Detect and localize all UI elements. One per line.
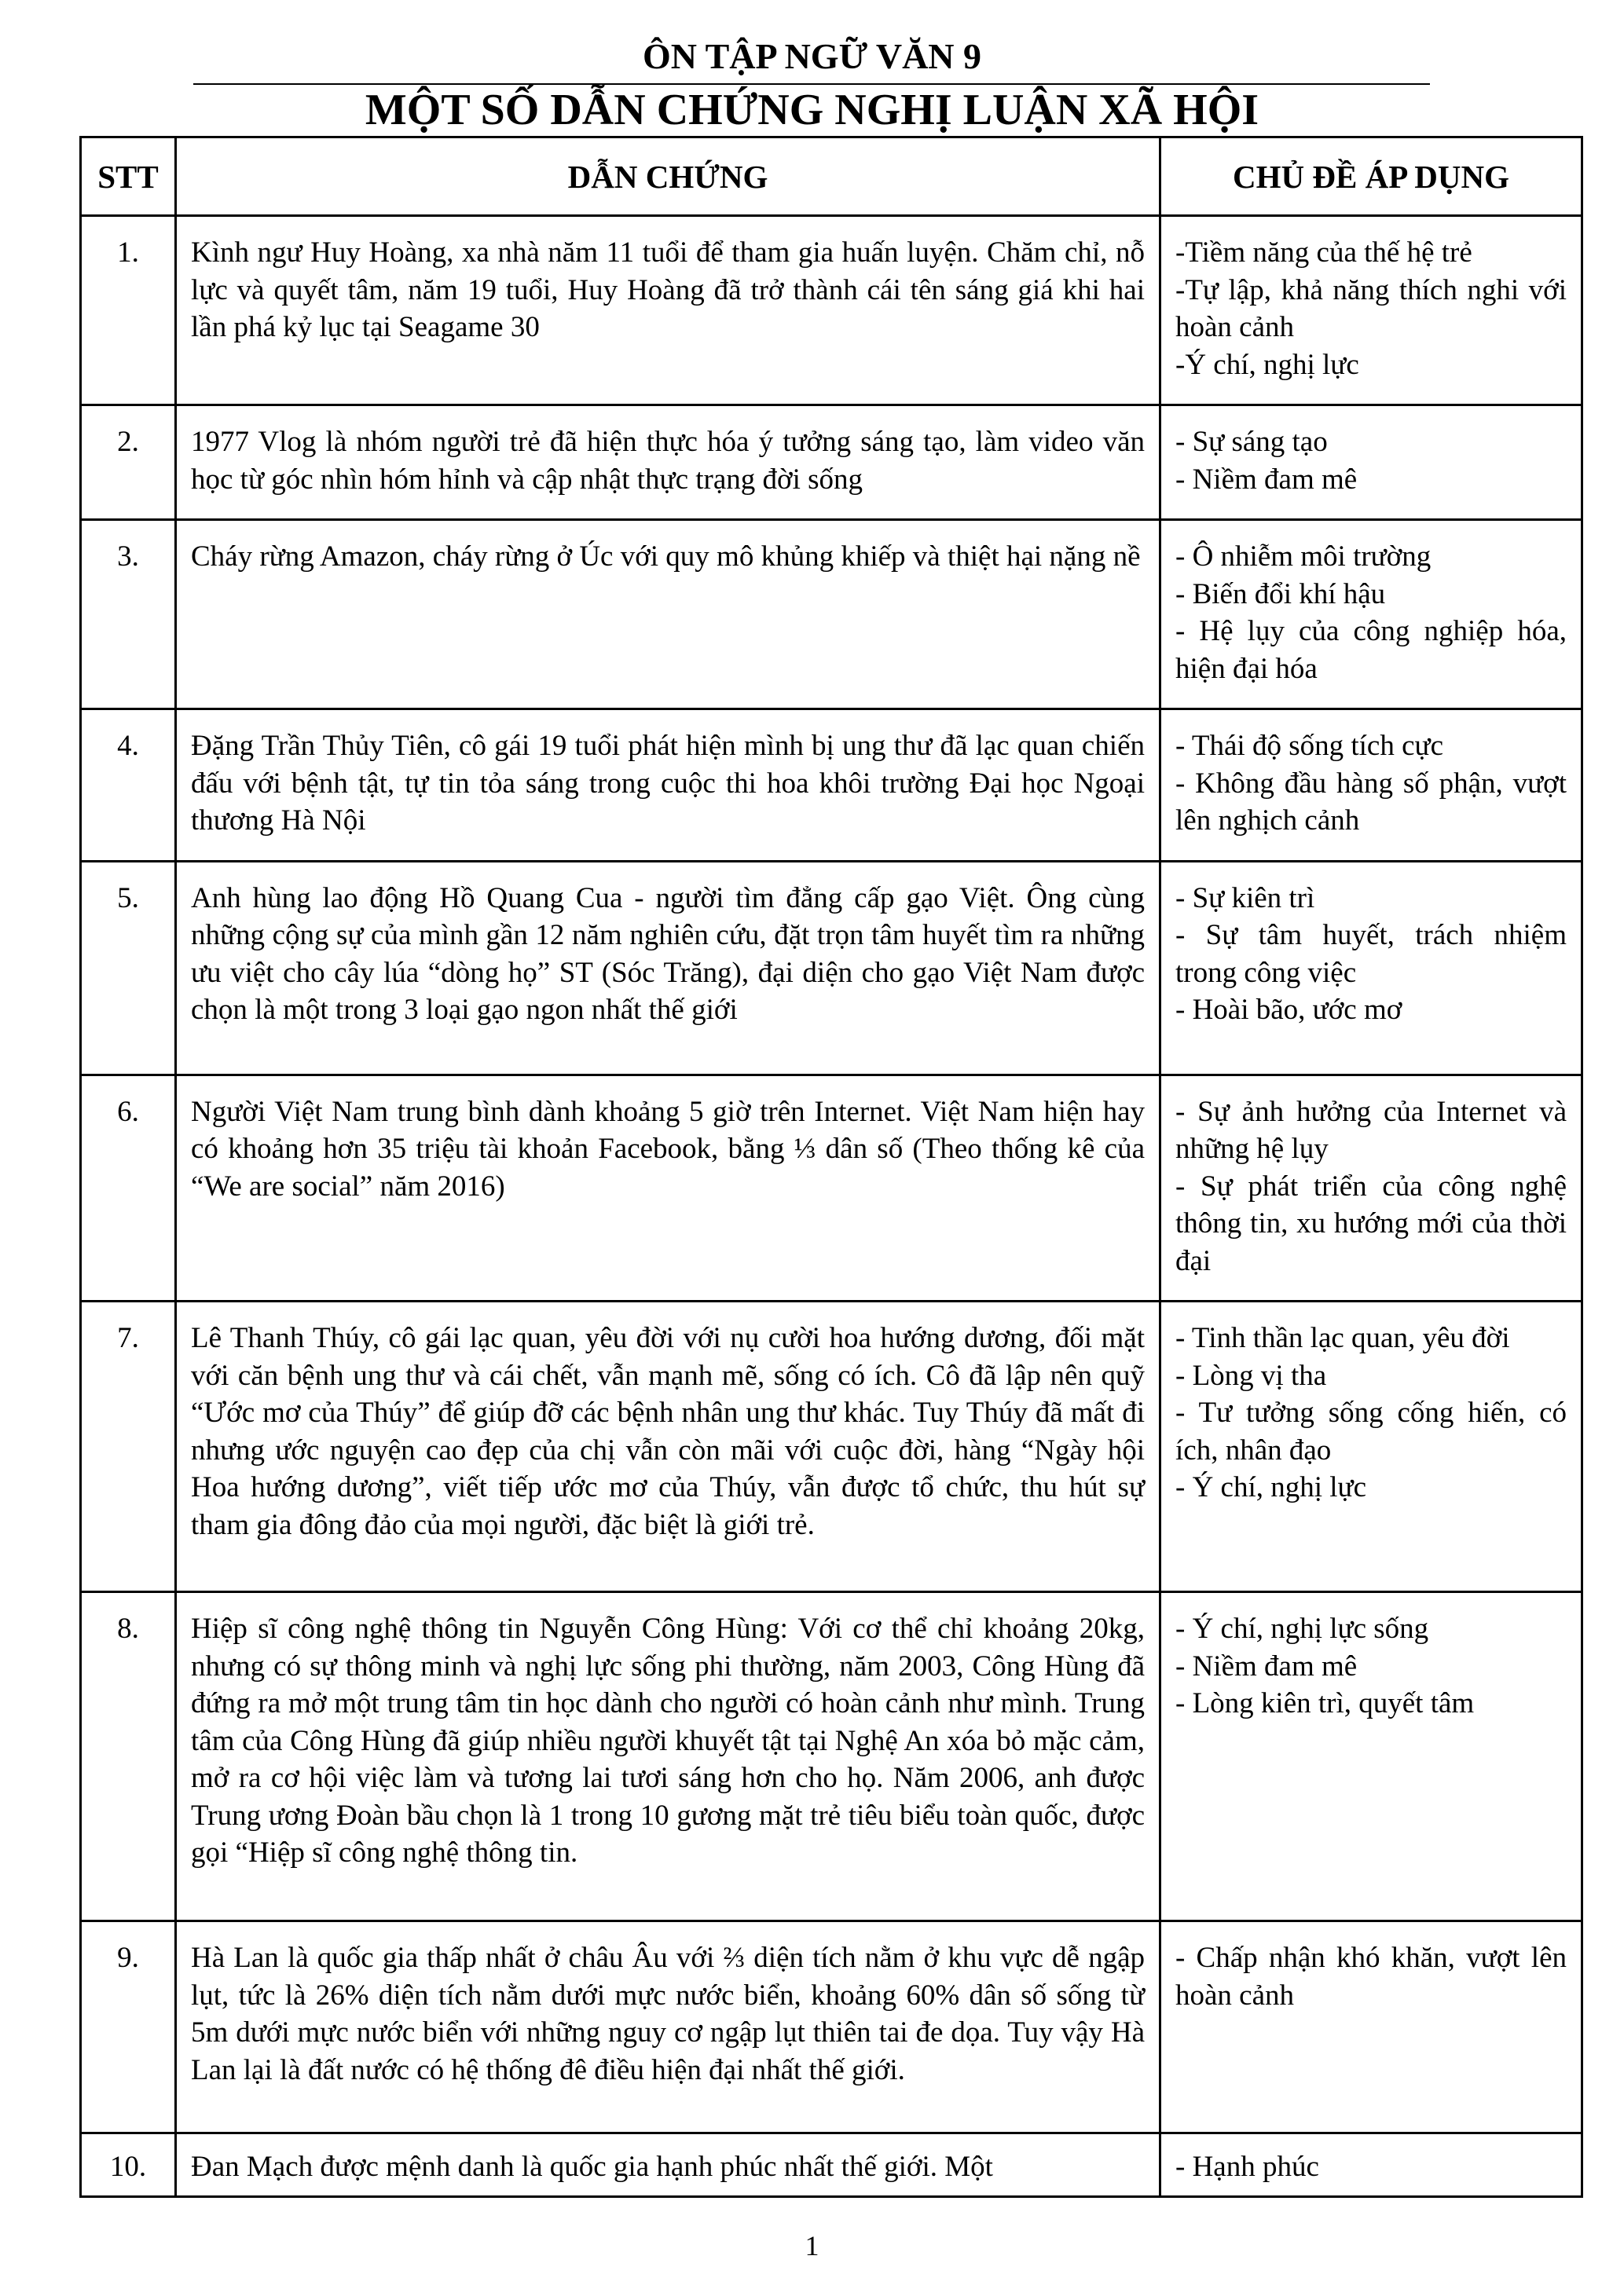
topic-item: - Sự phát triển của công nghệ thông tin, xu hướng mới của thời đại [1175, 1170, 1567, 1277]
topic-item: - Lòng kiên trì, quyết tâm [1175, 1687, 1475, 1719]
column-header-evidence: DẪN CHỨNG [176, 137, 1160, 216]
topic-item: - Sự tâm huyết, trách nhiệm trong công việc [1175, 919, 1567, 989]
topic-cell [1160, 709, 1582, 862]
table-row [81, 1302, 1582, 1592]
evidence-cell: Lê Thanh Thúy, cô gái lạc quan, yêu đời với nụ cười hoa hướng dương, đối mặt với căn bệnh ung thư và cái chết, vẫn mạnh mẽ, sống có ích. Cô đã lập nên quỹ “Ước mơ của Thúy” để giúp đỡ các bệnh nhân ung thư khác. Tuy Thúy đã mất đi nhưng ước nguyện cao đẹp của chị vẫn còn mãi với cuộc đời, hàng “Ngày hội Hoa hướng dương”, viết tiếp ước mơ của Thúy, vẫn được tổ chức, thu hút sự tham gia đông đảo của mọi người, đặc biệt là giới trẻ. [176, 1302, 1160, 1592]
topic-item: - Hoài bão, ước mơ [1175, 994, 1402, 1026]
evidence-table [79, 136, 1583, 2198]
evidence-cell: Hà Lan là quốc gia thấp nhất ở châu Âu với ⅔ diện tích nằm ở khu vực dễ ngập lụt, tức là 26% diện tích nằm dưới mực nước biển, khoảng 60% dân số sống từ 5m dưới mực nước biển với những nguy cơ ngập lụt thiên tai đe dọa. Tuy vậy Hà Lan lại là đất nước có hệ thống đê điều hiện đại nhất thế giới. [176, 1921, 1160, 2133]
document-subtitle: MỘT SỐ DẪN CHỨNG NGHỊ LUẬN XÃ HỘI [365, 86, 1259, 134]
row-number: 4. [81, 709, 176, 862]
row-number: 2. [81, 405, 176, 520]
table-row [81, 216, 1582, 405]
table-row [81, 520, 1582, 709]
document-title: ÔN TẬP NGỮ VĂN 9 [642, 36, 982, 76]
column-header-stt: STT [81, 137, 176, 216]
table-row [81, 1592, 1582, 1921]
topic-item: - Lòng vị tha [1175, 1359, 1327, 1392]
topic-item: - Ý chí, nghị lực sống [1175, 1613, 1429, 1645]
evidence-cell: 1977 Vlog là nhóm người trẻ đã hiện thực hóa ý tưởng sáng tạo, làm video văn học từ góc nhìn hóm hỉnh và cập nhật thực trạng đời sống [176, 405, 1160, 520]
evidence-cell: Kình ngư Huy Hoàng, xa nhà năm 11 tuổi để tham gia huấn luyện. Chăm chỉ, nỗ lực và quyết tâm, năm 19 tuổi, Huy Hoàng đã trở thành cái tên sáng giá khi hai lần phá kỷ lục tại Seagame 30 [176, 216, 1160, 405]
topic-item: -Ý chí, nghị lực [1175, 348, 1359, 381]
topic-item: - Niềm đam mê [1175, 1650, 1358, 1683]
topic-item: - Chấp nhận khó khăn, vượt lên hoàn cảnh [1175, 1942, 1567, 2012]
row-number: 7. [81, 1302, 176, 1592]
topic-item: - Ô nhiễm môi trường [1175, 540, 1432, 573]
topic-item: - Niềm đam mê [1175, 463, 1358, 496]
evidence-cell: Đan Mạch được mệnh danh là quốc gia hạnh phúc nhất thế giới. Một [176, 2133, 1160, 2197]
topic-cell [1160, 405, 1582, 520]
topic-item: - Không đầu hàng số phận, vượt lên nghịch cảnh [1175, 767, 1567, 837]
evidence-cell: Người Việt Nam trung bình dành khoảng 5 giờ trên Internet. Việt Nam hiện hay có khoảng hơn 35 triệu tài khoản Facebook, bằng ⅓ dân số (Theo thống kê của “We are social” năm 2016) [176, 1075, 1160, 1302]
evidence-cell: Đặng Trần Thủy Tiên, cô gái 19 tuổi phát hiện mình bị ung thư đã lạc quan chiến đấu với bệnh tật, tự tin tỏa sáng trong cuộc thi hoa khôi trường Đại học Ngoại thương Hà Nội [176, 709, 1160, 862]
row-number: 5. [81, 861, 176, 1075]
table-row [81, 1921, 1582, 2133]
page-number: 1 [805, 2230, 819, 2261]
topic-item: - Ý chí, nghị lực [1175, 1471, 1367, 1503]
topic-cell [1160, 1592, 1582, 1921]
topic-cell [1160, 520, 1582, 709]
column-header-topic: CHỦ ĐỀ ÁP DỤNG [1160, 137, 1582, 216]
evidence-cell: Cháy rừng Amazon, cháy rừng ở Úc với quy mô khủng khiếp và thiệt hại nặng nề [176, 520, 1160, 709]
topic-item: - Thái độ sống tích cực [1175, 730, 1443, 762]
topic-cell [1160, 861, 1582, 1075]
evidence-table-container [79, 136, 1583, 2198]
topic-cell [1160, 1302, 1582, 1592]
topic-item: - Tư tưởng sống cống hiến, có ích, nhân đạo [1175, 1397, 1567, 1467]
topic-item: -Tiềm năng của thế hệ trẻ [1175, 236, 1472, 269]
table-row [81, 861, 1582, 1075]
row-number: 9. [81, 1921, 176, 2133]
topic-item: - Sự sáng tạo [1175, 426, 1328, 458]
row-number: 8. [81, 1592, 176, 1921]
topic-cell [1160, 216, 1582, 405]
topic-item: - Hạnh phúc [1175, 2151, 1319, 2183]
table-row [81, 1075, 1582, 1302]
topic-item: - Hệ lụy của công nghiệp hóa, hiện đại hóa [1175, 615, 1567, 685]
table-header-row [81, 137, 1582, 216]
topic-item: - Sự ảnh hưởng của Internet và những hệ lụy [1175, 1095, 1567, 1165]
topic-item: - Tinh thần lạc quan, yêu đời [1175, 1322, 1510, 1354]
topic-item: - Biến đổi khí hậu [1175, 577, 1386, 610]
table-row [81, 2133, 1582, 2197]
topic-cell [1160, 1075, 1582, 1302]
row-number: 6. [81, 1075, 176, 1302]
table-row [81, 709, 1582, 862]
topic-cell [1160, 2133, 1582, 2197]
topic-item: - Sự kiên trì [1175, 881, 1315, 914]
evidence-cell: Hiệp sĩ công nghệ thông tin Nguyễn Công Hùng: Với cơ thể chỉ khoảng 20kg, nhưng có sự thông minh và nghị lực sống phi thường, năm 2003, Công Hùng đã đứng ra mở một trung tâm tin học dành cho người có hoàn cảnh như mình. Trung tâm của Công Hùng đã giúp nhiều người khuyết tật tại Nghệ An xóa bỏ mặc cảm, mở ra cơ hội việc làm và tương lai tươi sáng hơn cho họ. Năm 2006, anh được Trung ương Đoàn bầu chọn là 1 trong 10 gương mặt trẻ tiêu biểu toàn quốc, được gọi “Hiệp sĩ công nghệ thông tin. [176, 1592, 1160, 1921]
evidence-cell: Anh hùng lao động Hồ Quang Cua - người tìm đẳng cấp gạo Việt. Ông cùng những cộng sự của mình gần 12 năm nghiên cứu, đặt trọn tâm huyết tìm ra những ưu việt cho cây lúa “dòng họ” ST (Sóc Trăng), đại diện cho gạo Việt Nam được chọn là một trong 3 loại gạo ngon nhất thế giới [176, 861, 1160, 1075]
row-number: 10. [81, 2133, 176, 2197]
topic-cell [1160, 1921, 1582, 2133]
row-number: 3. [81, 520, 176, 709]
table-row [81, 405, 1582, 520]
row-number: 1. [81, 216, 176, 405]
topic-item: -Tự lập, khả năng thích nghi với hoàn cảnh [1175, 273, 1567, 343]
